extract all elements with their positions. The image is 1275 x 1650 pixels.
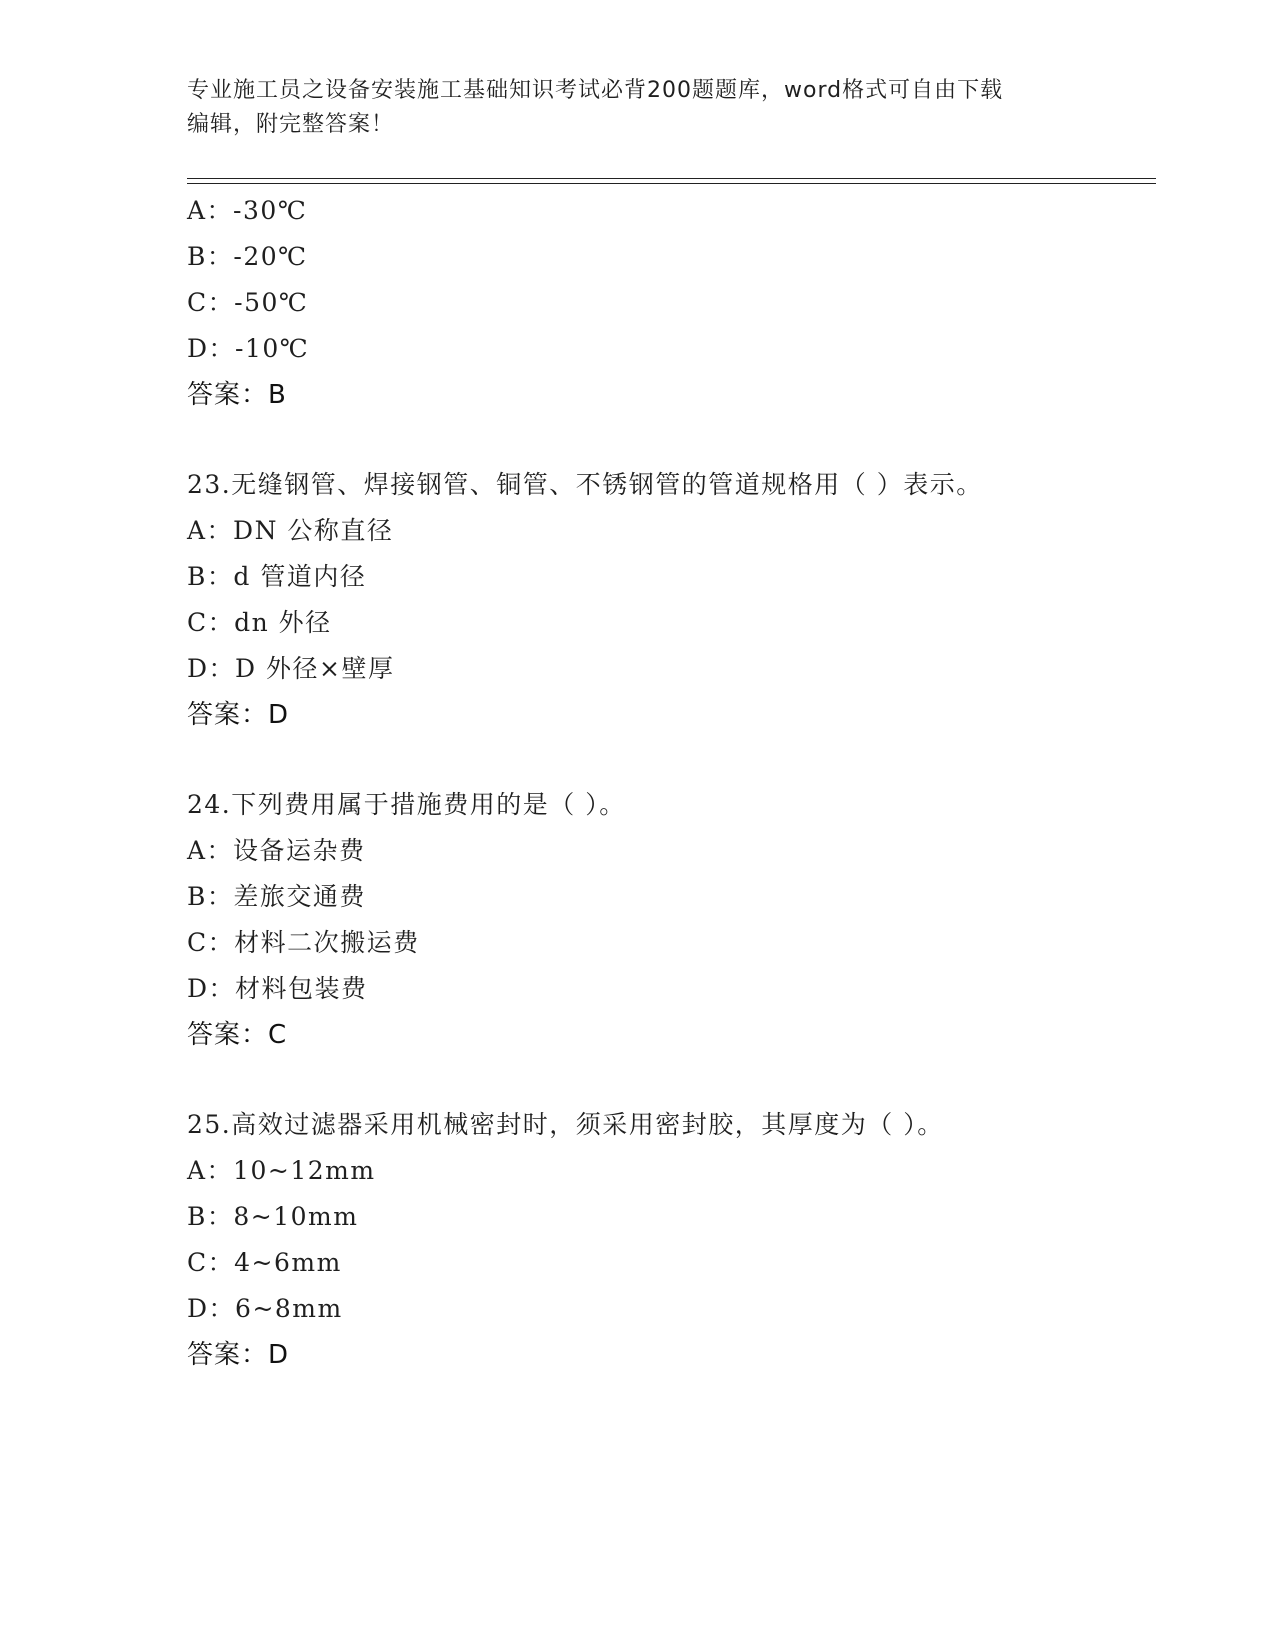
question-block-23	[187, 462, 1147, 738]
option-c: C：4~6mm	[187, 1248, 342, 1277]
option-d: D：-10℃	[187, 334, 310, 363]
option-a: A：设备运杂费	[187, 836, 366, 865]
question-block-24	[187, 782, 1147, 1058]
spacer	[187, 418, 1147, 462]
spacer	[187, 1058, 1147, 1102]
document-header	[187, 74, 1087, 142]
header-divider-bottom	[187, 183, 1156, 184]
question-list	[187, 188, 1147, 1378]
spacer	[187, 738, 1147, 782]
answer-line: 答案：B	[187, 380, 287, 410]
answer-line: 答案：D	[187, 700, 290, 730]
option-c: C：-50℃	[187, 288, 309, 317]
option-c: C：dn 外径	[187, 608, 332, 637]
option-b: B：d 管道内径	[187, 562, 367, 591]
header-line-1: 专业施工员之设备安装施工基础知识考试必背200题题库，word格式可自由下载	[187, 78, 1004, 103]
header-line-2: 编辑，附完整答案！	[187, 112, 395, 137]
question-text: 23.无缝钢管、焊接钢管、铜管、不锈钢管的管道规格用（ ）表示。	[187, 470, 983, 499]
option-d: D：6~8mm	[187, 1294, 343, 1323]
option-a: A：10~12mm	[187, 1156, 376, 1185]
answer-line: 答案：C	[187, 1020, 288, 1050]
option-d: D：D 外径×壁厚	[187, 654, 395, 683]
option-a: A：-30℃	[187, 196, 308, 225]
option-b: B：差旅交通费	[187, 882, 366, 911]
option-c: C：材料二次搬运费	[187, 928, 420, 957]
header-divider-top	[187, 178, 1156, 179]
option-a: A：DN 公称直径	[187, 516, 394, 545]
question-block-22	[187, 188, 1147, 418]
answer-line: 答案：D	[187, 1340, 290, 1370]
option-b: B：-20℃	[187, 242, 308, 271]
option-b: B：8~10mm	[187, 1202, 359, 1231]
question-text: 24.下列费用属于措施费用的是（ ）。	[187, 790, 626, 819]
question-block-25	[187, 1102, 1147, 1378]
option-d: D：材料包装费	[187, 974, 368, 1003]
question-text: 25.高效过滤器采用机械密封时，须采用密封胶，其厚度为（ ）。	[187, 1110, 944, 1139]
